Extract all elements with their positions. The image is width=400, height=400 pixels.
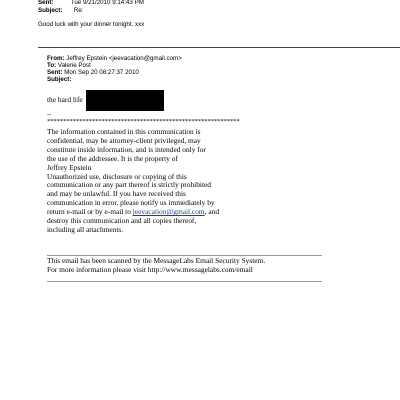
- quoted-first-line: the hard life: [47, 95, 83, 104]
- disclaimer-line: destroy this communication and all copies thereof,: [47, 216, 197, 226]
- quoted-to-value: Valerie Post: [57, 62, 91, 69]
- quoted-from-label: From:: [47, 55, 65, 62]
- footer-divider-bottom: [47, 281, 322, 282]
- scan-footer-line1: This email has been scanned by the MessageLabs Email Security System.: [47, 256, 266, 265]
- asterisk-line: ************************************************************: [47, 118, 240, 125]
- prev-subject-value: Re:: [73, 7, 84, 14]
- prev-sent-value: Tue 9/21/2010 9:14:43 PM: [70, 0, 144, 6]
- prev-body: Good luck with your dinner tonight. xxx: [38, 21, 145, 28]
- disclaimer-block: [47, 128, 219, 235]
- disclaimer-line: confidential, may be attorney-client privileged, may: [47, 135, 201, 145]
- disclaimer-line: including all attachments.: [47, 224, 124, 234]
- quoted-from-value: Jeffrey Epstein <jeevacation@gmail.com>: [66, 55, 182, 62]
- scan-footer-line2: For more information please visit http://www.messagelabs.com/email: [47, 265, 253, 274]
- disclaimer-line: and may be unlawful. If you have received this: [47, 189, 186, 199]
- disclaimer-line: the use of the addressee. It is the property of: [47, 153, 178, 163]
- disclaimer-line: Unauthorized use, disclosure or copying of this: [47, 171, 187, 181]
- notify-suffix: , and: [204, 207, 220, 217]
- quoted-sent-value: Mon Sep 20 08:27:37 2010: [64, 69, 139, 76]
- quoted-sent-label: Sent:: [47, 69, 63, 76]
- disclaimer-line: The information contained in this communication is: [47, 127, 201, 136]
- prev-subject-label: Subject:: [38, 7, 63, 14]
- prev-sent-row: [38, 0, 144, 6]
- disclaimer-line: Jeffrey Epstein: [47, 162, 92, 172]
- quoted-subject-label: Subject:: [47, 76, 72, 83]
- header-divider: [38, 47, 400, 48]
- prev-subject-row: [38, 7, 84, 14]
- redaction-block: [86, 90, 164, 111]
- disclaimer-line: constitute inside information, and is intended only for: [47, 144, 206, 154]
- quoted-to-label: To:: [47, 62, 57, 69]
- notify-prefix: return e-mail or by e-mail to: [47, 207, 133, 217]
- notify-email-link[interactable]: jeevacation@gmail.com: [132, 207, 205, 217]
- disclaimer-line: communication or any part thereof is strictly prohibited: [47, 180, 211, 190]
- quoted-subject-row: [47, 76, 71, 83]
- disclaimer-line: communication in error, please notify us immediately by: [47, 198, 215, 208]
- prev-sent-label: Sent:: [38, 0, 54, 6]
- signature-dashes: --: [47, 111, 52, 118]
